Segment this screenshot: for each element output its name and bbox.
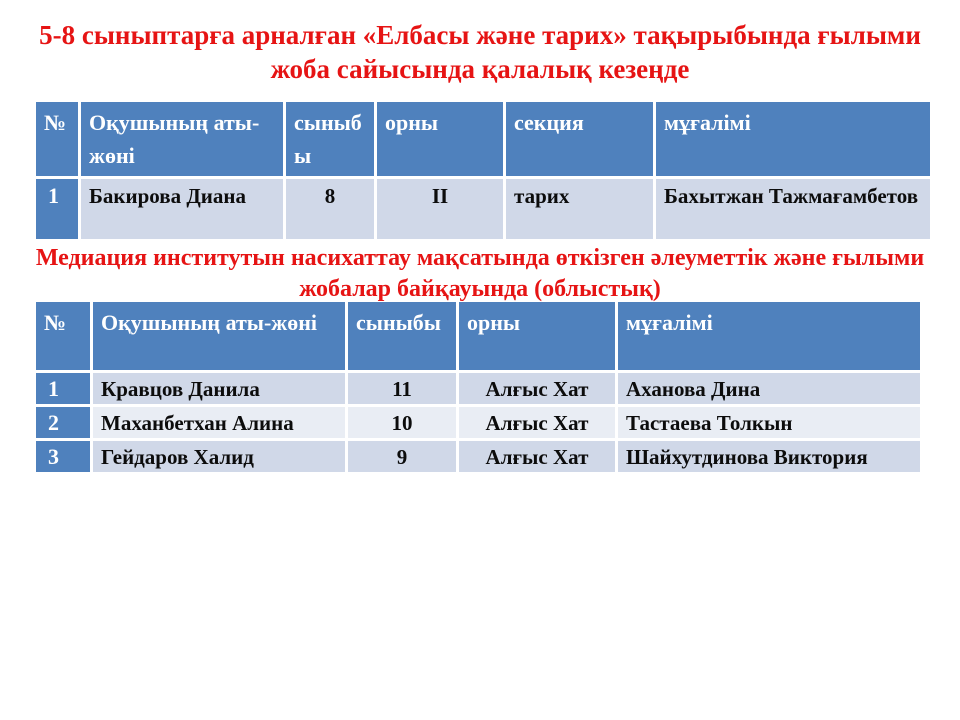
table-header-row bbox=[36, 102, 930, 176]
table-row bbox=[36, 179, 930, 239]
place-cell: Алғыс Хат bbox=[459, 373, 615, 404]
teacher-cell: Тастаева Толкын bbox=[618, 407, 920, 438]
table-row bbox=[36, 373, 920, 404]
row-number-cell: 2 bbox=[36, 407, 90, 438]
student-name-cell: Гейдаров Халид bbox=[93, 441, 345, 472]
column-header-number: № bbox=[36, 302, 90, 370]
table-row bbox=[36, 407, 920, 438]
slide-title-mediation-contest: Медиация институтын насихаттау мақсатында өткізген әлеуметтік және ғылыми жобалар байқауында (облыстық) bbox=[35, 245, 925, 302]
grade-cell: 9 bbox=[348, 441, 456, 472]
student-name-cell: Маханбетхан Алина bbox=[93, 407, 345, 438]
column-header-teacher: мұғалімі bbox=[656, 102, 930, 176]
slide-title-city-stage: 5-8 сыныптарға арналған «Елбасы және тарих» тақырыбында ғылыми жоба сайысында қалалық кезеңде bbox=[39, 20, 921, 84]
column-header-place: орны bbox=[377, 102, 503, 176]
row-number-cell: 1 bbox=[36, 373, 90, 404]
teacher-cell: Аханова Дина bbox=[618, 373, 920, 404]
column-header-grade: сыныбы bbox=[348, 302, 456, 370]
row-number-cell: 3 bbox=[36, 441, 90, 472]
student-name-cell: Бакирова Диана bbox=[81, 179, 283, 239]
table-header-row bbox=[36, 302, 920, 370]
column-header-student: Оқушының аты-жөні bbox=[81, 102, 283, 176]
grade-cell: 10 bbox=[348, 407, 456, 438]
city-stage-results-table bbox=[33, 99, 933, 242]
section-cell: тарих bbox=[506, 179, 653, 239]
student-name-cell: Кравцов Данила bbox=[93, 373, 345, 404]
column-header-section: секция bbox=[506, 102, 653, 176]
table-row bbox=[36, 441, 920, 472]
mediation-contest-results-table bbox=[33, 299, 923, 475]
column-header-teacher: мұғалімі bbox=[618, 302, 920, 370]
grade-cell: 11 bbox=[348, 373, 456, 404]
column-header-place: орны bbox=[459, 302, 615, 370]
teacher-cell: Бахытжан Тажмағамбетов bbox=[656, 179, 930, 239]
row-number-cell: 1 bbox=[36, 179, 78, 239]
place-cell: Алғыс Хат bbox=[459, 407, 615, 438]
grade-cell: 8 bbox=[286, 179, 374, 239]
place-cell: II bbox=[377, 179, 503, 239]
place-cell: Алғыс Хат bbox=[459, 441, 615, 472]
teacher-cell: Шайхутдинова Виктория bbox=[618, 441, 920, 472]
column-header-grade: сыныбы bbox=[286, 102, 374, 176]
column-header-student: Оқушының аты-жөні bbox=[93, 302, 345, 370]
column-header-number: № bbox=[36, 102, 78, 176]
